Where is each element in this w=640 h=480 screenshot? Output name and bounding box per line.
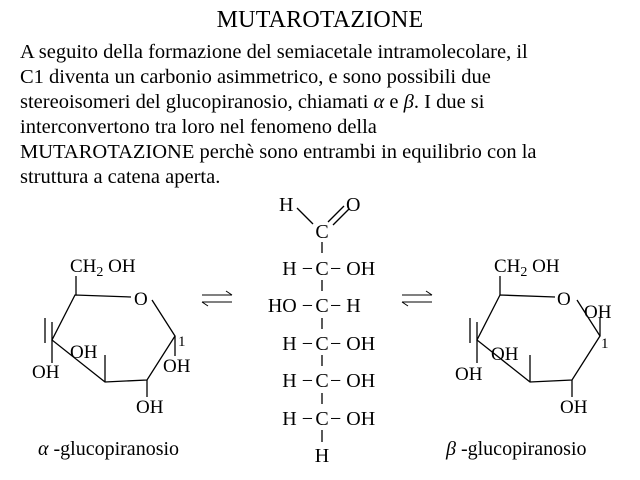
beta-ring-oxygen: O — [557, 289, 571, 310]
chain-row-3-left: H − — [282, 333, 313, 355]
beta-c3-oh: OH — [491, 344, 519, 365]
chain-row-5-left: H − — [282, 408, 313, 430]
aldehyde-o: O — [346, 194, 361, 216]
paragraph-line-2: C1 diventa un carbonio asimmetrico, e sono possibili due — [20, 66, 491, 88]
equilibrium-arrows-left — [202, 291, 232, 306]
equilibrium-arrows-right — [402, 291, 432, 306]
chain-row-3-right: − OH — [330, 333, 376, 355]
aldehyde-double-bond-1 — [328, 206, 344, 222]
alpha-c3-oh: OH — [70, 342, 98, 363]
chain-row-1-left: H − — [282, 258, 313, 280]
alpha-symbol: α — [373, 91, 385, 113]
alpha-ring-bonds — [52, 295, 175, 382]
chain-row-5-right: − OH — [330, 408, 376, 430]
chain-row-2-c: C — [315, 295, 329, 317]
alpha-glucopyranose — [45, 276, 175, 397]
beta-ch2oh-label: $CH_2$ OH — [494, 256, 560, 280]
paragraph-line-3-conj: e — [384, 91, 404, 113]
paragraph-line-1: A seguito della formazione del semiacetale intramolecolare, il — [20, 41, 528, 63]
alpha-c4-oh: OH — [32, 362, 60, 383]
beta-glucopyranose — [470, 276, 600, 397]
alpha-c1-oh: OH — [163, 356, 191, 377]
aldehyde-h-bond — [297, 208, 313, 224]
alpha-caption: α -glucopiranosio — [38, 438, 180, 460]
chain-row-3-c: C — [315, 333, 329, 355]
beta-c1-number: 1 — [601, 336, 609, 352]
chain-row-1-right: − OH — [330, 258, 376, 280]
alpha-ch2oh-label: $CH_2$ OH — [70, 256, 136, 280]
beta-c2-oh: OH — [560, 397, 588, 418]
alpha-ring-oxygen: O — [134, 289, 148, 310]
slide-title: MUTAROTAZIONE — [216, 7, 424, 33]
chain-row-1-c: C — [315, 258, 329, 280]
alpha-c2-oh: OH — [136, 397, 164, 418]
alpha-c1-number: 1 — [178, 334, 186, 350]
paragraph-line-3-start: stereoisomeri del glucopiranosio, chiamati — [20, 91, 374, 113]
chain-row-2-right: − H — [330, 295, 361, 317]
beta-c1-oh: OH — [584, 302, 612, 323]
chain-row-4-right: − OH — [330, 370, 376, 392]
beta-symbol: β — [403, 91, 414, 113]
paragraph-line-6: struttura a catena aperta. — [20, 166, 221, 188]
alpha-labels — [32, 256, 191, 460]
beta-c4-oh: OH — [455, 364, 483, 385]
paragraph-line-4: interconvertono tra loro nel fenomeno della — [20, 116, 377, 138]
chain-bottom-h: H — [314, 445, 330, 467]
aldehyde-h: H — [279, 194, 294, 216]
chain-row-4-c: C — [315, 370, 329, 392]
chain-row-2-left: HO − — [267, 295, 313, 317]
chain-row-4-left: H − — [282, 370, 313, 392]
chain-row-5-c: C — [315, 408, 329, 430]
beta-caption: β -glucopiranosio — [446, 438, 587, 460]
paragraph-line-3-end: . I due si — [413, 91, 485, 113]
chain-c1: C — [315, 221, 329, 243]
paragraph-line-5: MUTAROTAZIONE perchè sono entrambi in equilibrio con la — [20, 141, 537, 163]
open-chain-labels — [268, 194, 375, 467]
beta-ring-bonds — [477, 295, 600, 382]
